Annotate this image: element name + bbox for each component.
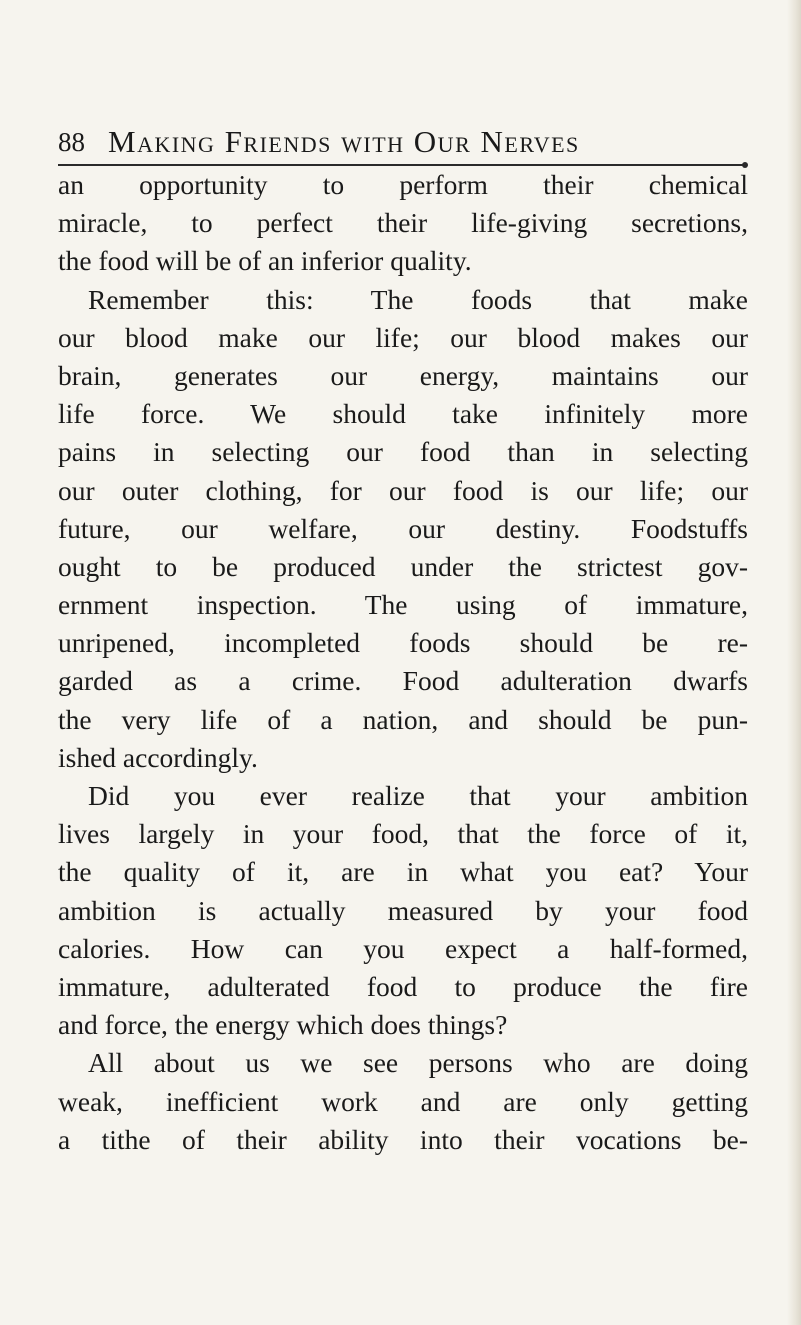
running-title: Making Friends with Our Nerves — [108, 124, 580, 159]
text-line: ernment inspection. The using of immature, — [58, 589, 748, 621]
running-header — [58, 120, 748, 164]
text-line: calories. How can you expect a half-formed, — [58, 932, 748, 964]
text-line: life force. We should take infinitely more — [58, 398, 748, 430]
text-line: ought to be produced under the strictest gov- — [58, 550, 748, 582]
text-line: weak, inefficient work and are only getting — [58, 1085, 748, 1117]
text-line: the quality of it, are in what you eat? Your — [58, 856, 748, 888]
text-line: and force, the energy which does things? — [58, 1009, 508, 1041]
paragraph-start-line: All about us we see persons who are doing — [88, 1047, 748, 1079]
body-text — [58, 166, 748, 1159]
text-line: ambition is actually measured by your food — [58, 894, 748, 926]
paragraph-start-line: Remember this: The foods that make — [88, 283, 748, 315]
text-line: the food will be of an inferior quality. — [58, 245, 472, 277]
text-line: ished accordingly. — [58, 741, 258, 773]
page-number: 88 — [58, 127, 85, 157]
text-line: future, our welfare, our destiny. Foodstuffs — [58, 512, 748, 544]
text-line: unripened, incompleted foods should be re- — [58, 627, 748, 659]
text-line: miracle, to perfect their life-giving secretions, — [58, 207, 748, 239]
text-line: immature, adulterated food to produce the fire — [58, 970, 748, 1002]
paragraph-start-line: Did you ever realize that your ambition — [88, 780, 748, 811]
text-line: pains in selecting our food than in selecting — [58, 436, 748, 468]
text-line: a tithe of their ability into their vocations be- — [58, 1123, 748, 1155]
text-line: brain, generates our energy, maintains our — [58, 359, 748, 391]
text-line: garded as a crime. Food adulteration dwarfs — [58, 665, 748, 697]
text-line: our blood make our life; our blood makes our — [58, 321, 748, 353]
text-line: an opportunity to perform their chemical — [58, 169, 748, 200]
text-line: lives largely in your food, that the force of it, — [58, 818, 748, 850]
text-line: the very life of a nation, and should be pun- — [58, 703, 748, 735]
text-line: our outer clothing, for our food is our life; our — [58, 474, 748, 506]
page-edge — [787, 0, 801, 1325]
